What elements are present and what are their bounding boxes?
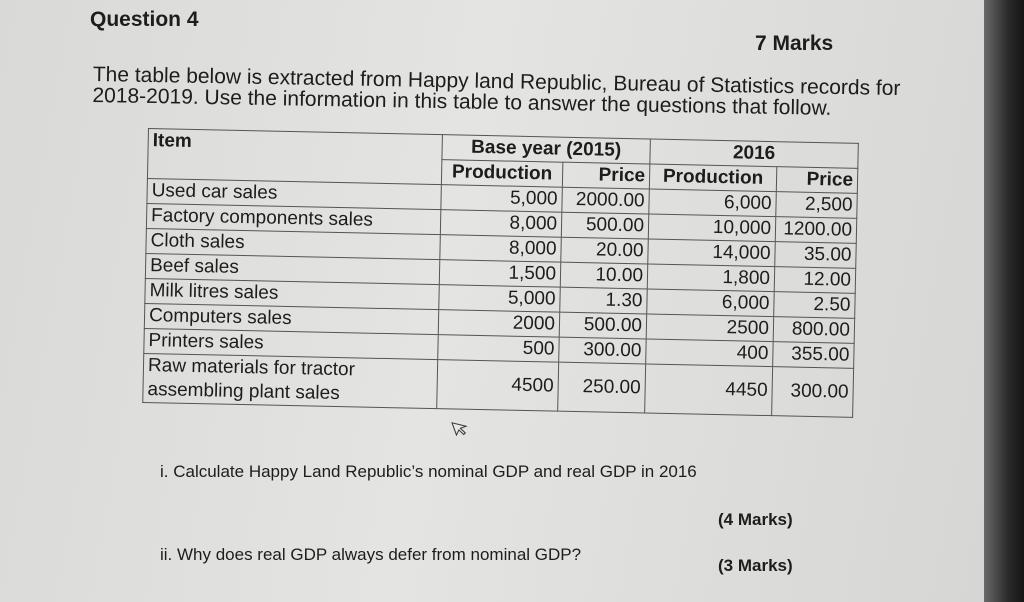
price-2016: 355.00 bbox=[773, 342, 855, 369]
price-2016: 300.00 bbox=[772, 367, 854, 418]
row-item: Milk litres sales bbox=[145, 278, 439, 309]
row-item: Printers sales bbox=[144, 328, 438, 359]
question-2-text: ii. Why does real GDP always defer from nominal GDP? bbox=[160, 545, 582, 564]
row-item: Cloth sales bbox=[146, 228, 440, 259]
row-item: Factory components sales bbox=[146, 203, 440, 234]
production-2016: 6,000 bbox=[649, 189, 776, 217]
base-production: 5,000 bbox=[439, 285, 560, 313]
base-price: 500.00 bbox=[561, 212, 649, 239]
production-2016-header: Production bbox=[649, 164, 776, 192]
price-2016: 12.00 bbox=[774, 267, 856, 294]
production-2016: 400 bbox=[646, 339, 773, 367]
row-item: Beef sales bbox=[145, 253, 439, 284]
base-price: 500.00 bbox=[559, 312, 647, 339]
price-2016: 2,500 bbox=[776, 192, 858, 219]
production-2016: 1,800 bbox=[647, 264, 774, 292]
question-2-marks: (3 Marks) bbox=[718, 556, 793, 575]
base-production: 1,500 bbox=[439, 260, 560, 288]
price-2016: 2.50 bbox=[774, 292, 856, 319]
total-marks: 7 Marks bbox=[755, 32, 834, 55]
intro-paragraph: The table below is extracted from Happy land Republic, Bureau of Statistics records for 2018-2019. Use the information in this table to answer the questions that follow. bbox=[92, 63, 901, 120]
page-edge-shadow bbox=[984, 0, 1024, 602]
base-production-header: Production bbox=[441, 160, 562, 188]
base-production: 500 bbox=[438, 335, 559, 363]
price-2016-header: Price bbox=[776, 167, 858, 194]
price-2016: 35.00 bbox=[775, 242, 857, 269]
base-price-header: Price bbox=[562, 162, 650, 189]
base-year-header: Base year (2015) bbox=[442, 135, 650, 164]
production-2016: 4450 bbox=[645, 364, 773, 416]
row-item-line: assembling plant sales bbox=[147, 379, 340, 405]
base-price: 300.00 bbox=[559, 337, 647, 364]
question-1-marks: (4 Marks) bbox=[718, 510, 793, 529]
base-price: 250.00 bbox=[558, 362, 646, 413]
production-2016: 10,000 bbox=[648, 214, 775, 242]
item-header: Item bbox=[147, 129, 442, 185]
question-title: Question 4 bbox=[90, 8, 199, 31]
row-item bbox=[143, 353, 438, 408]
base-production: 5,000 bbox=[441, 185, 562, 213]
base-price: 20.00 bbox=[561, 237, 649, 264]
production-2016: 14,000 bbox=[648, 239, 775, 267]
row-item: Computers sales bbox=[144, 303, 438, 334]
production-2016: 2500 bbox=[646, 314, 773, 342]
row-item: Used car sales bbox=[147, 178, 441, 209]
price-2016: 1200.00 bbox=[775, 217, 857, 244]
row-item-line: Raw materials for tractor bbox=[147, 355, 356, 381]
base-price: 2000.00 bbox=[562, 187, 650, 214]
base-price: 1.30 bbox=[560, 287, 648, 314]
price-2016: 800.00 bbox=[773, 317, 855, 344]
base-production: 4500 bbox=[437, 360, 559, 412]
base-production: 8,000 bbox=[440, 210, 561, 238]
question-1-text: i. Calculate Happy Land Republic’s nominal GDP and real GDP in 2016 bbox=[160, 462, 697, 481]
year-2016-header: 2016 bbox=[650, 139, 858, 168]
base-price: 10.00 bbox=[560, 262, 648, 289]
base-production: 8,000 bbox=[440, 235, 561, 263]
statistics-table bbox=[142, 128, 859, 418]
production-2016: 6,000 bbox=[647, 289, 774, 317]
base-production: 2000 bbox=[438, 310, 559, 338]
